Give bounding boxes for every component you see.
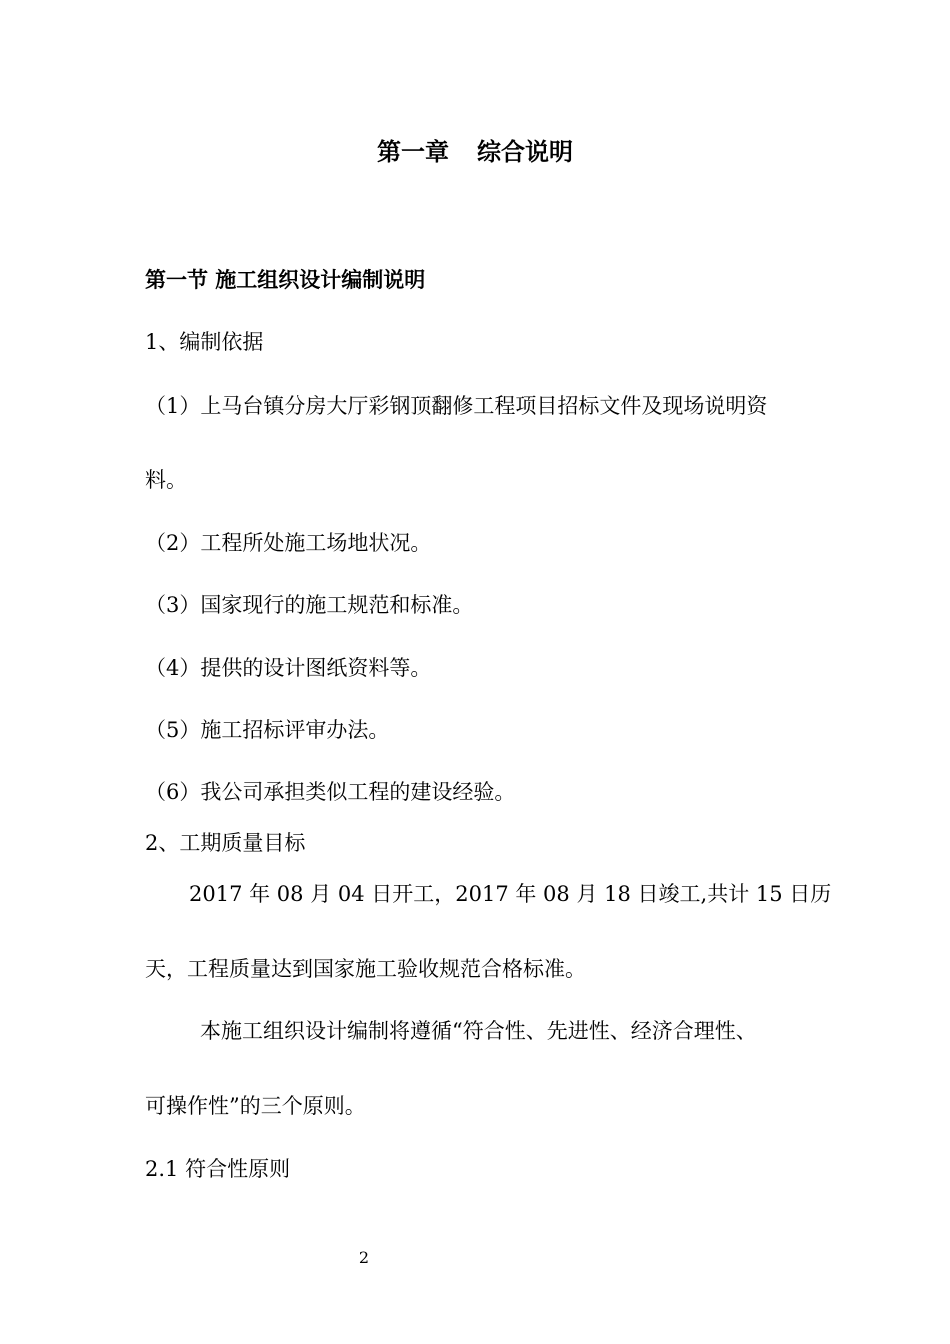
principles-line-2: 可操作性”的三个原则。	[145, 1094, 366, 1118]
basis-item-3: （3）国家现行的施工规范和标准。	[145, 593, 474, 617]
section-title: 第一节 施工组织设计编制说明	[145, 268, 426, 292]
chapter-title	[0, 136, 950, 168]
page-number: 2	[358, 1248, 370, 1267]
heading-schedule: 2、工期质量目标	[145, 831, 306, 855]
chapter-number: 第一章	[377, 138, 449, 166]
heading-basis: 1、编制依据	[145, 330, 264, 354]
basis-item-2: （2）工程所处施工场地状况。	[145, 531, 432, 555]
schedule-line-1: 2017 年 08 月 04 日开工，2017 年 08 月 18 日竣工,共计 15 日历	[189, 882, 832, 906]
heading-conformity: 2.1 符合性原则	[145, 1157, 291, 1181]
basis-item-4: （4）提供的设计图纸资料等。	[145, 656, 432, 680]
principles-line-1: 本施工组织设计编制将遵循“符合性、先进性、经济合理性、	[200, 1019, 757, 1043]
basis-item-1: （1）上马台镇分房大厅彩钢顶翻修工程项目招标文件及现场说明资	[145, 394, 768, 418]
basis-item-5: （5）施工招标评审办法。	[145, 718, 390, 742]
schedule-line-2: 天，工程质量达到国家施工验收规范合格标准。	[145, 957, 586, 981]
chapter-name: 综合说明	[477, 138, 573, 166]
basis-item-6: （6）我公司承担类似工程的建设经验。	[145, 780, 516, 804]
basis-item-1-cont: 料。	[145, 468, 187, 492]
